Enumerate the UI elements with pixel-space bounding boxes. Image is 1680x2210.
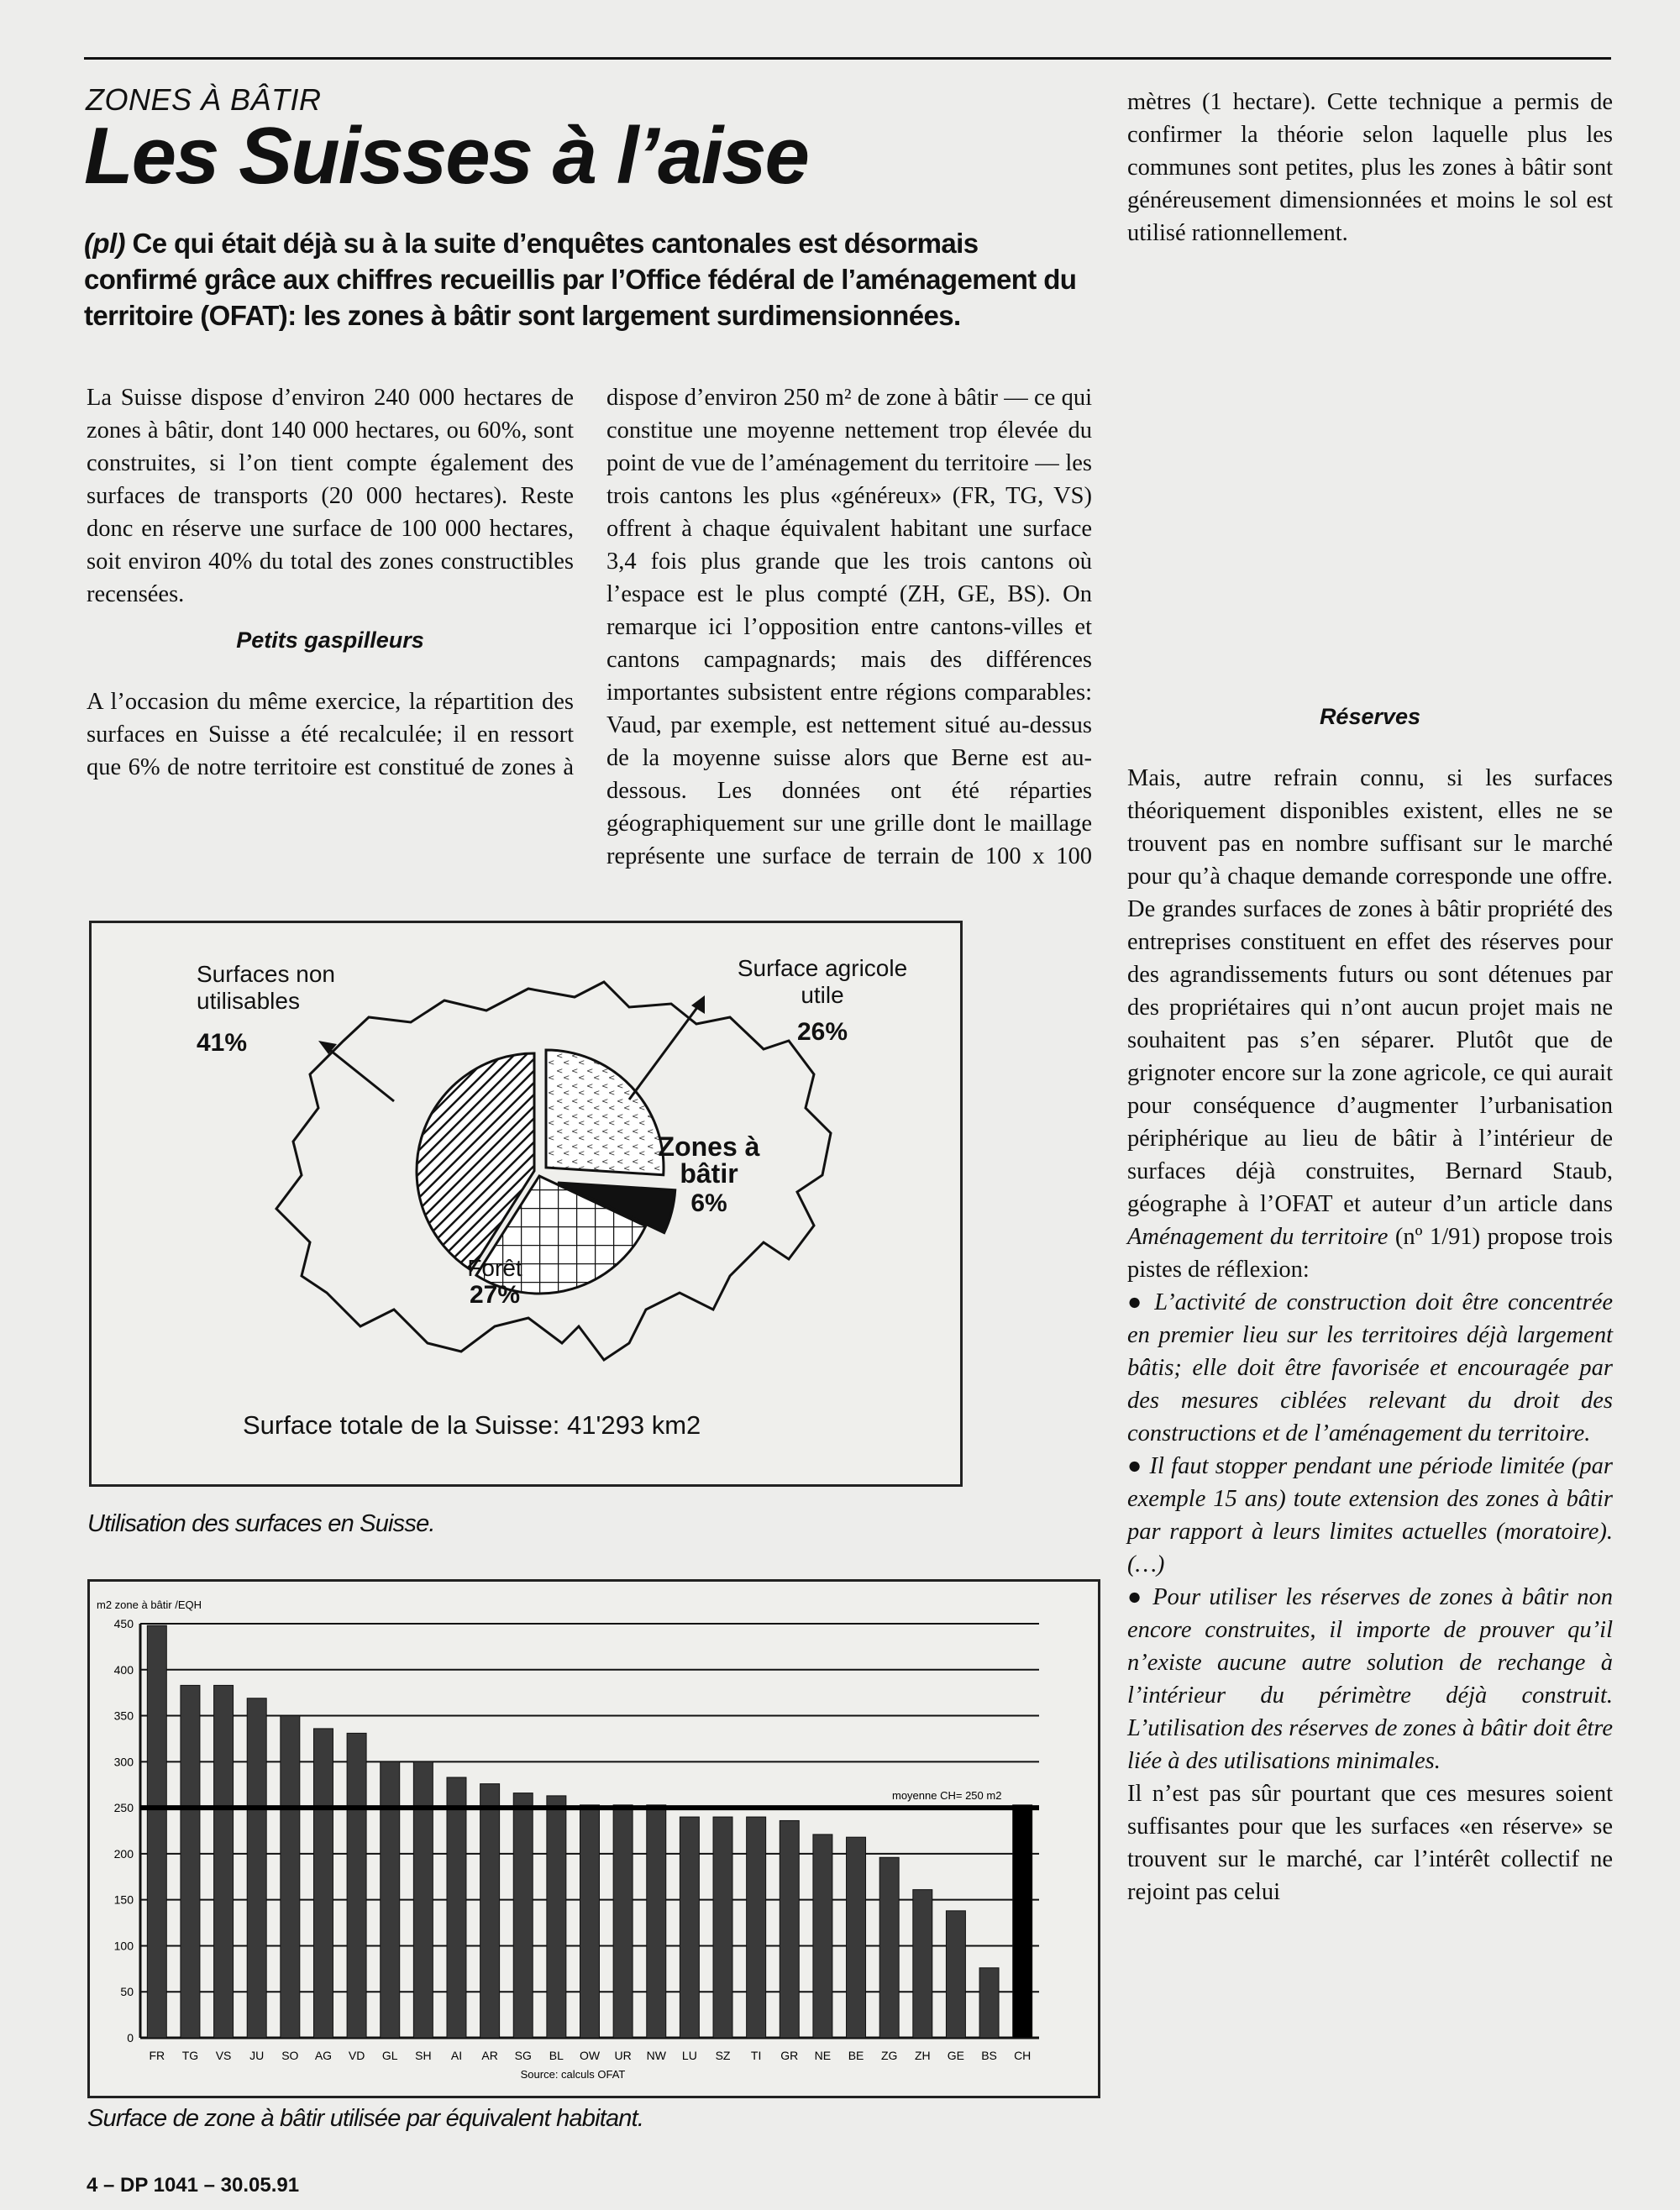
label-unusable-text: Surfaces non utilisables <box>197 961 335 1014</box>
bar-fr <box>147 1625 166 2038</box>
x-tick-label: GL <box>381 2049 398 2062</box>
lead-text: Ce qui était déjà su à la suite d’enquêtes cantonales est désormais confirmé grâce aux chiffres recueillis par l’Office fédéral de l’aménagement du territoire (OFAT): les zones à bâtir sont largement surdimensionnées. <box>84 228 1077 331</box>
bar-ag <box>313 1729 333 2038</box>
arrow-agri <box>629 1003 701 1100</box>
bar-ge <box>946 1911 965 2038</box>
bullet-2: ● Il faut stopper pendant une période limitée (par exemple 15 ans) toute extension des zones à bâtir par rapport à leurs limites actuelles (moratoire). (…) <box>1127 1453 1613 1577</box>
pct-forest: 27% <box>469 1281 521 1309</box>
publication-reference: Aménagement du territoire <box>1127 1224 1389 1250</box>
bar-so <box>281 1716 300 2038</box>
bullet-3: ● Pour utiliser les réserves de zones à bâtir non encore construites, il importe de prouver qu’il n’existe aucune autre solution de rechange à l’intérieur du périmètre déjà construit. L’utilisation des réserves de zones à bâtir doit être liée à des utilisations minimales. <box>1127 1584 1613 1774</box>
y-tick-label: 400 <box>113 1662 134 1677</box>
mean-line-label: moyenne CH= 250 m2 <box>892 1789 1002 1803</box>
x-tick-label: UR <box>614 2049 632 2062</box>
bar-bs <box>979 1968 999 2038</box>
body-paragraph-2-cont <box>606 381 1092 873</box>
label-build-text: Zones à bâtir <box>658 1131 760 1189</box>
paragraph-3-text: Mais, autre refrain connu, si les surfaces théoriquement disponibles existent, elles ne se trouvent pas en nombre suffisant sur le marché pour qu’à chaque demande corresponde une offre. De grandes surfaces de zones à bâtir propriété des entreprises constituent en effet des réserves pour des agrandissements futurs ou sont détenues par des propriétaires qui n’ont aucun projet mais ne souhaitent pas s’en séparer. Plutôt que de grignoter encore sur la zone agricole, ce qui aurait pour conséquence d’augmenter l’urbanisation périphérique au lieu de bâtir à l’intérieur de surfaces déjà construites, Bernard Staub, géographe à l’OFAT et auteur d’un article dans <box>1127 765 1613 1217</box>
bullet-1: ● L’activité de construction doit être concentrée en premier lieu sur les territoires déjà largement bâtis; elle doit être favorisée et encouragée par des mesures ciblées relevant du droit des constructions et de l’aménagement du territoire. <box>1127 1289 1613 1446</box>
x-tick-label: AI <box>450 2049 463 2062</box>
x-tick-label: ZH <box>914 2049 931 2062</box>
bar-gl <box>381 1761 400 2038</box>
pct-agri: 26% <box>796 1018 848 1046</box>
y-tick-label: 350 <box>113 1709 134 1723</box>
bar-zh <box>913 1890 932 2038</box>
pie-chart-figure <box>89 921 963 1487</box>
bar-nw <box>647 1805 666 2038</box>
bar-vd <box>347 1733 366 2038</box>
y-tick-label: 100 <box>113 1939 134 1953</box>
y-tick-label: 300 <box>113 1755 134 1769</box>
y-tick-label: 50 <box>120 1985 134 1999</box>
bar-gr <box>780 1820 799 2038</box>
y-tick-label: 250 <box>113 1801 134 1815</box>
x-tick-label: JU <box>249 2049 265 2062</box>
x-tick-label: TI <box>750 2049 762 2062</box>
label-build <box>654 1133 764 1217</box>
x-tick-label: NW <box>646 2049 666 2062</box>
bar-lu <box>680 1817 699 2038</box>
bar-ne <box>813 1835 832 2038</box>
y-axis-label: m2 zone à bâtir /EQH <box>97 1598 202 1611</box>
kicker: ZONES À BÂTIR <box>86 82 322 117</box>
y-tick-label: 0 <box>127 2031 134 2045</box>
bar-ch <box>1013 1805 1032 2038</box>
x-tick-label: FR <box>149 2049 165 2062</box>
pie-slice-surface-agricole-utile <box>546 1050 664 1175</box>
body-column-1 <box>87 381 574 784</box>
x-tick-label: ZG <box>880 2049 898 2062</box>
bar-sh <box>413 1761 433 2038</box>
bar-ju <box>247 1698 266 2038</box>
subhead-petits-gaspilleurs: Petits gaspilleurs <box>236 627 424 653</box>
source-note: Source: calculs OFAT <box>520 2068 626 2081</box>
bar-chart-svg <box>90 1582 1098 2096</box>
body-column-2 <box>606 381 1092 873</box>
lead-author-tag: (pl) <box>84 228 125 259</box>
bar-chart-figure <box>87 1579 1100 2098</box>
x-tick-label: SO <box>281 2049 299 2062</box>
x-tick-label: SG <box>514 2049 532 2062</box>
y-tick-label: 450 <box>113 1617 134 1630</box>
x-tick-label: AR <box>481 2049 498 2062</box>
body-column-3 <box>1127 86 1613 1908</box>
bar-zg <box>879 1857 899 2038</box>
bar-be <box>847 1837 866 2038</box>
bar-sz <box>713 1817 732 2038</box>
body-paragraph-1: La Suisse dispose d’environ 240 000 hectares de zones à bâtir, dont 140 000 hectares, ou 60%, sont construites, si l’on tient compte également des surfaces de transports (20 000 hectares). Reste donc en réserve une surface de 100 000 hectares, soit environ 40% du total des zones constructibles recensées. <box>87 385 574 607</box>
x-tick-label: OW <box>579 2049 601 2062</box>
x-tick-label: GE <box>947 2049 965 2062</box>
x-tick-label: VS <box>215 2049 232 2062</box>
x-tick-label: BL <box>549 2049 564 2062</box>
body-paragraph-2-cont-col3 <box>1127 86 1613 675</box>
bar-ti <box>747 1817 766 2038</box>
bar-sg <box>513 1793 533 2038</box>
bar-ur <box>613 1805 633 2038</box>
x-tick-label: NE <box>814 2049 832 2062</box>
x-tick-label: TG <box>181 2049 199 2062</box>
figure1-caption: Utilisation des surfaces en Suisse. <box>87 1510 435 1537</box>
label-unusable <box>197 961 381 1057</box>
lead-paragraph <box>84 225 1092 333</box>
y-tick-label: 200 <box>113 1846 134 1861</box>
total-area: Surface totale de la Suisse: 41'293 km2 <box>243 1410 701 1440</box>
pct-build: 6% <box>690 1189 727 1217</box>
x-tick-label: BS <box>981 2049 997 2062</box>
page-folio: 4 – DP 1041 – 30.05.91 <box>87 2174 300 2197</box>
x-tick-label: BE <box>848 2049 864 2062</box>
bar-ar <box>480 1784 500 2038</box>
top-rule <box>84 57 1611 60</box>
subhead-reserves: Réserves <box>1319 704 1421 729</box>
body-paragraph-3 <box>1127 762 1613 1286</box>
x-tick-label: SZ <box>715 2049 731 2062</box>
x-tick-label: VD <box>348 2049 365 2062</box>
body-paragraph-4: Il n’est pas sûr pourtant que ces mesures soient suffisantes pour que les surfaces «en réserve» se trouvent sur le marché, car l’intérêt collectif ne rejoint pas celui <box>1127 1781 1613 1905</box>
bar-vs <box>214 1685 234 2038</box>
label-agri <box>713 955 932 1046</box>
label-agri-text: Surface agricole utile <box>737 955 908 1008</box>
y-tick-label: 150 <box>113 1892 134 1907</box>
paragraph-3-end: (nº 1/91) propose trois pistes de réflexion: <box>1127 1224 1613 1283</box>
body-paragraph-2-continued: dispose d’environ 250 m² de zone à bâtir — ce qui constitue une moyenne nettement trop élevée du point de vue de l’aménagement du territoire — les trois cantons les plus «généreux» (FR, TG, VS) offrent à chaque équivalent habitant une surface 3,4 fois plus grande que les trois cantons où l’espace est le plus compté (ZH, GE, BS). On remarque ici l’opposition entre cantons-villes et cantons campagnards; mais des différences importantes subsistent entre régions comparables: Vaud, par exemple, est nettement situé au-dessus de la moyenne suisse alors que Berne est au-dessous. Les données ont été réparties géographiquement sur une grille dont le maillage représente une surface de terrain de 100 x 100 <box>606 385 1092 869</box>
x-tick-label: AG <box>314 2049 333 2062</box>
label-forest <box>444 1255 545 1309</box>
x-tick-label: LU <box>681 2049 697 2062</box>
bar-ow <box>580 1805 600 2038</box>
body-paragraph-2: A l’occasion du même exercice, la répartition des surfaces en Suisse a été recalculée; il en ressort que 6% de notre territoire est constitué de zones à <box>87 689 574 780</box>
label-forest-text: Forêt <box>467 1255 522 1281</box>
body-paragraph-2-tail: mètres (1 hectare). Cette technique a permis de confirmer la théorie selon laquelle plus les communes sont petites, plus les zones à bâtir sont généreusement dimensionnées et moins le sol est utilisé rationnellement. <box>1127 89 1613 246</box>
headline: Les Suisses à l’aise <box>84 111 808 201</box>
x-tick-label: SH <box>415 2049 432 2062</box>
figure2-caption: Surface de zone à bâtir utilisée par équivalent habitant. <box>87 2105 644 2132</box>
x-tick-label: GR <box>780 2049 799 2062</box>
pct-unusable: 41% <box>197 1029 248 1057</box>
x-tick-label: CH <box>1014 2049 1032 2062</box>
bar-bl <box>547 1796 566 2038</box>
bar-ai <box>447 1777 466 2038</box>
bar-tg <box>181 1685 200 2038</box>
